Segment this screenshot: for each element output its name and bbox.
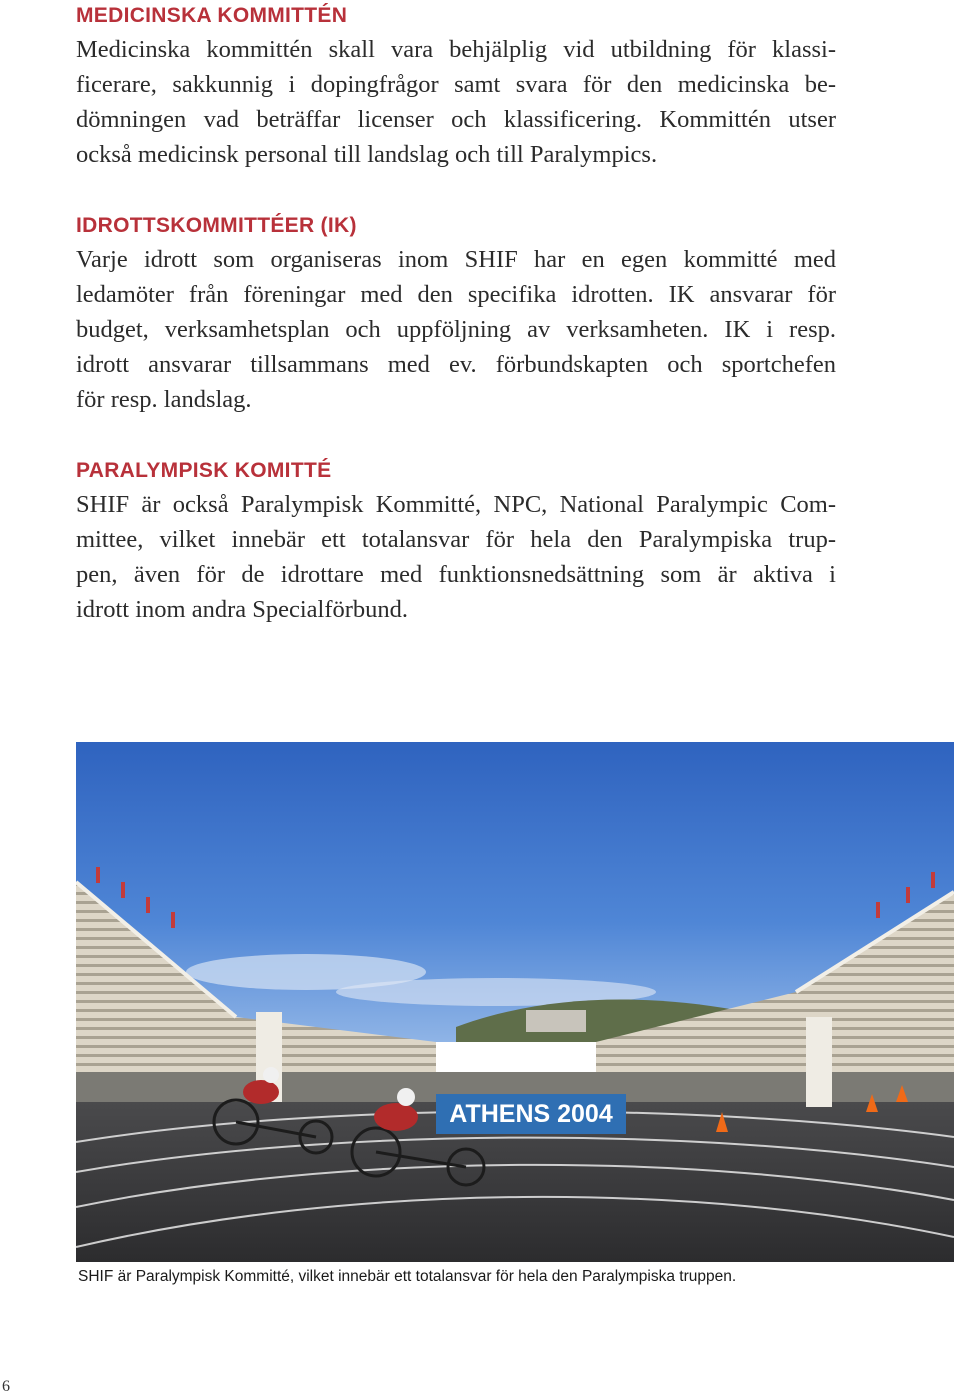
section-idrottskommitteer (76, 212, 836, 417)
body-line: ficerare, sakkunnig i dopingfrågor samt svara för den medicinska be- (76, 71, 836, 98)
body-line: idrott inom andra Specialförbund. (76, 596, 409, 623)
section-body (76, 32, 836, 172)
body-line: idrott ansvarar tillsammans med ev. förbundskapten och sportchefen (76, 351, 836, 378)
body-line: SHIF är också Paralympisk Kommitté, NPC, National Paralympic Com- (76, 491, 836, 518)
athens-banner-text: ATHENS 2004 (449, 1100, 613, 1128)
section-heading: IDROTTSKOMMITTÉER (IK) (76, 214, 357, 237)
body-line: Medicinska kommittén skall vara behjälplig vid utbildning för klassi- (76, 36, 836, 63)
stadium-photo (76, 742, 954, 1262)
body-line: ledamöter från föreningar med den specifika idrotten. IK ansvarar för (76, 281, 836, 308)
body-line: pen, även för de idrottare med funktionsnedsättning som är aktiva i (76, 561, 836, 588)
photo-caption: SHIF är Paralympisk Kommitté, vilket innebär ett totalansvar för hela den Paralympiska truppen. (78, 1268, 737, 1285)
body-line: för resp. landslag. (76, 386, 252, 413)
section-heading: MEDICINSKA KOMMITTÉN (76, 4, 348, 27)
buildings (526, 1010, 586, 1032)
section-heading: PARALYMPISK KOMITTÉ (76, 459, 332, 482)
page-number: 6 (2, 1378, 10, 1395)
section-paralympisk-komitte (76, 457, 836, 627)
section-body (76, 487, 836, 627)
section-body (76, 242, 836, 417)
body-line: också medicinsk personal till landslag och till Paralympics. (76, 141, 658, 168)
body-line: Varje idrott som organiseras inom SHIF har en egen kommitté med (76, 246, 836, 273)
marble-pillar (806, 1017, 832, 1107)
section-medicinska-kommitten (76, 2, 836, 172)
body-line: mittee, vilket innebär ett totalansvar för hela den Paralympiska trup- (76, 526, 836, 553)
body-line: dömningen vad beträffar licenser och klassificering. Kommittén utser (76, 106, 836, 133)
body-line: budget, verksamhetsplan och uppföljning av verksamheten. IK i resp. (76, 316, 836, 343)
